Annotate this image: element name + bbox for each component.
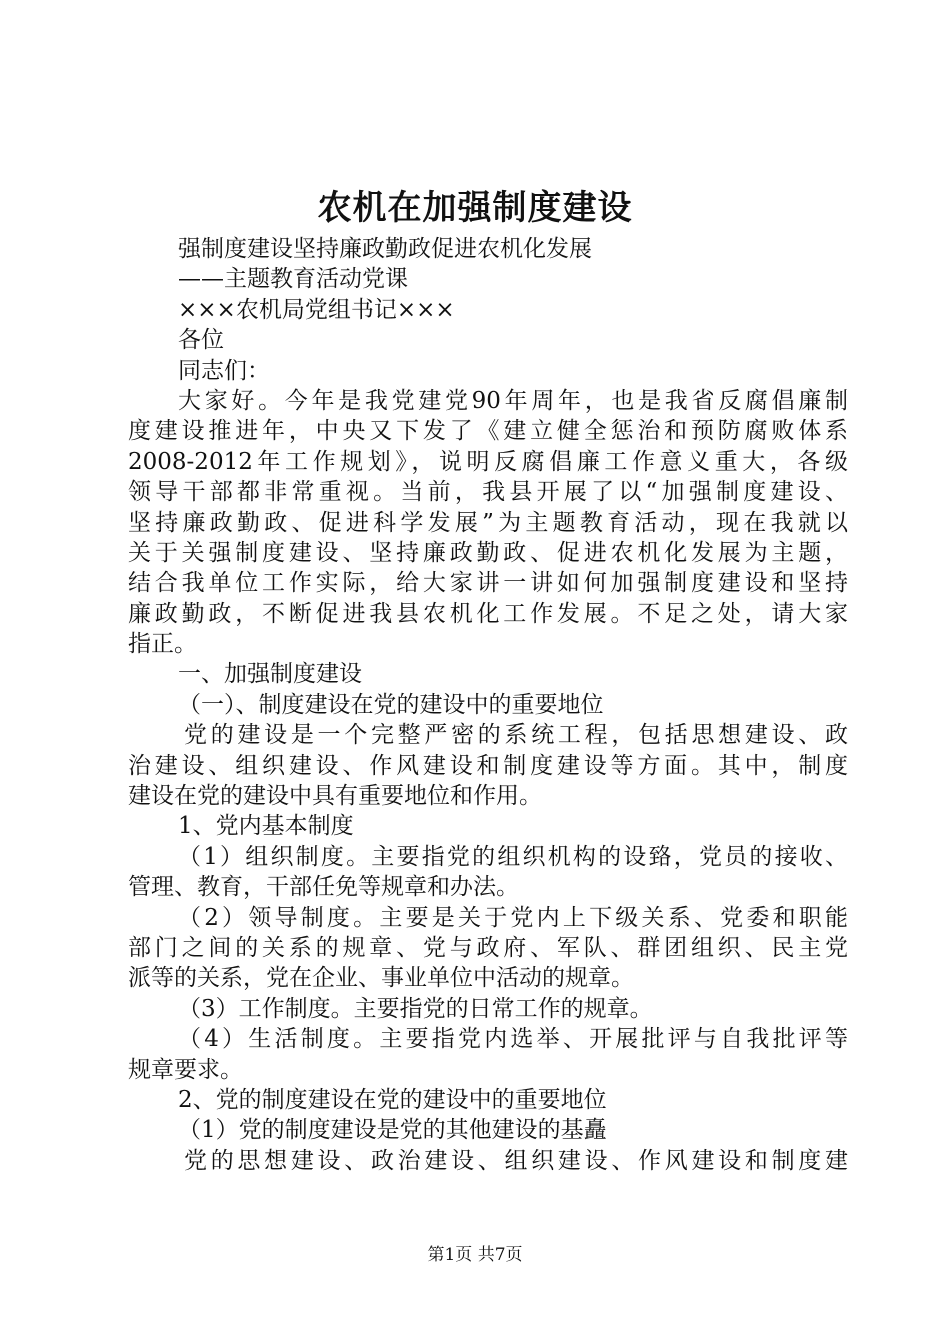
body-line: 管理、教育，干部任免等规章和办法。	[128, 874, 519, 901]
subsection-heading: （1）党的制度建设是党的其他建设的基矗	[178, 1117, 607, 1144]
body-line: 派等的关系，党在企业、事业单位中活动的规章。	[128, 965, 634, 992]
body-line: 2008-2012年工作规划》，说明反腐倡廉工作意义重大，各级	[128, 448, 848, 475]
body-line: （2）领导制度。主要是关于党内上下级关系、党委和职能	[178, 904, 848, 931]
body-line: 规章要求。	[128, 1056, 243, 1083]
body-line: 结合我单位工作实际，给大家讲一讲如何加强制度建设和坚持	[128, 570, 848, 597]
document-title: 农机在加强制度建设	[317, 188, 633, 228]
salutation-line: 各位	[178, 327, 224, 354]
subsection-heading: 1、党内基本制度	[178, 813, 354, 840]
body-line: 党的建设是一个完整严密的系统工程，包括思想建设、政	[184, 722, 848, 749]
body-line: 廉政勤政，不断促进我县农机化工作发展。不足之处，请大家	[128, 600, 848, 627]
body-line: 指正。	[128, 631, 197, 658]
subtitle-line: 强制度建设坚持廉政勤政促进农机化发展	[178, 236, 592, 262]
body-line: （3）工作制度。主要指党的日常工作的规章。	[178, 995, 653, 1022]
body-line: 度建设推进年，中央又下发了《建立健全惩治和预防腐败体系	[128, 418, 848, 445]
body-line: 建设在党的建设中具有重要地位和作用。	[128, 783, 542, 810]
section-heading: 一、加强制度建设	[178, 661, 362, 688]
salutation-line: 同志们：	[178, 357, 270, 384]
body-line: 领导干部都非常重视。当前，我县开展了以“加强制度建设、	[128, 479, 848, 506]
body-line: 坚持廉政勤政、促进科学发展”为主题教育活动，现在我就以	[128, 509, 848, 536]
page-footer: 第1页 共7页	[427, 1245, 523, 1265]
body-line: 关于关强制度建设、坚持廉政勤政、促进农机化发展为主题，	[128, 539, 848, 566]
body-line: （1）组织制度。主要指党的组织机构的设臵，党员的接收、	[178, 843, 848, 870]
subsection-heading: 2、党的制度建设在党的建设中的重要地位	[178, 1086, 607, 1113]
body-line: 治建设、组织建设、作风建设和制度建设等方面。其中，制度	[128, 752, 848, 779]
subtitle-line: ——主题教育活动党课	[178, 266, 408, 293]
document-body	[128, 234, 848, 1176]
body-line: 大家好。今年是我党建党90年周年，也是我省反腐倡廉制	[178, 387, 848, 414]
body-line: （4）生活制度。主要指党内选举、开展批评与自我批评等	[178, 1026, 848, 1053]
body-line: 部门之间的关系的规章、党与政府、军队、群团组织、民主党	[128, 934, 848, 961]
author-line: ×××农机局党组书记×××	[178, 296, 455, 323]
subsection-heading: （一）、制度建设在党的建设中的重要地位	[178, 691, 604, 718]
body-line: 党的思想建设、政治建设、组织建设、作风建设和制度建	[184, 1147, 848, 1174]
